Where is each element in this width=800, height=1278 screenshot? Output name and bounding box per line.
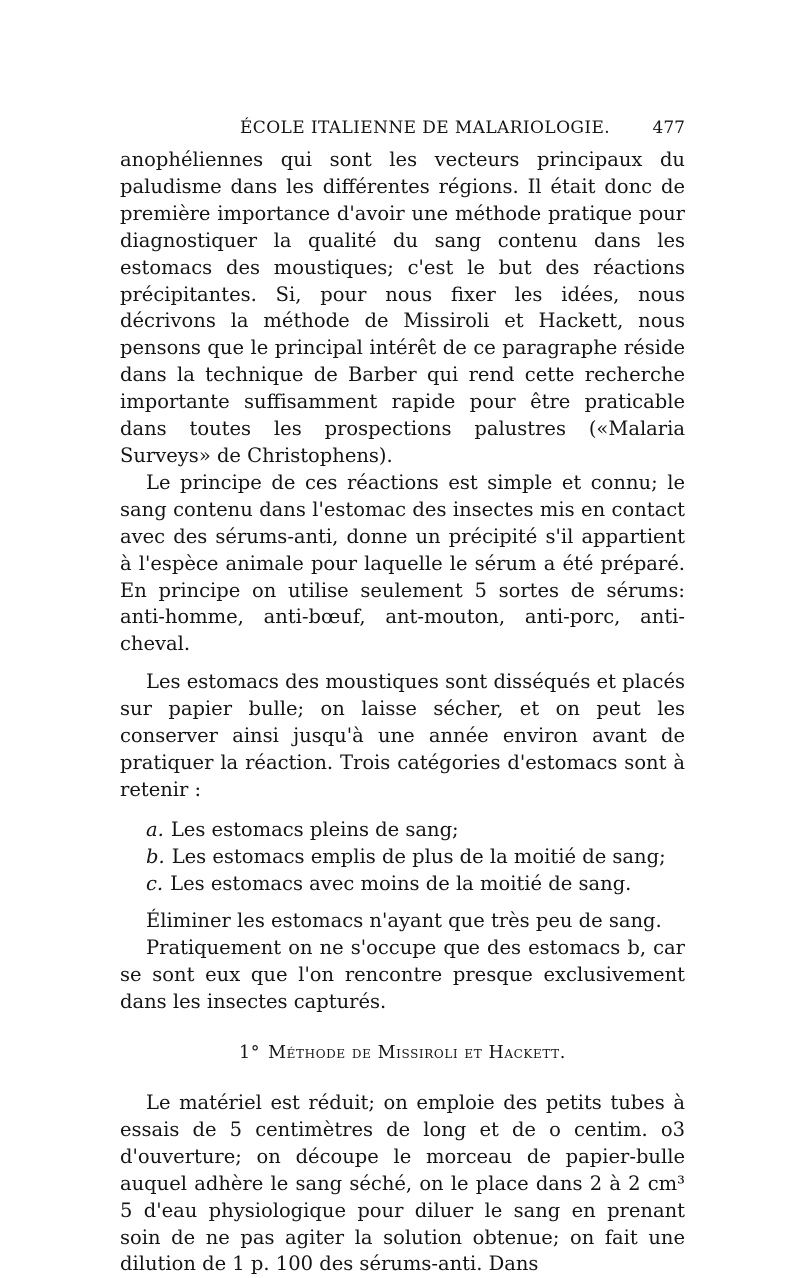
page-number: 477 [652,118,685,138]
running-title: ÉCOLE ITALIENNE DE MALARIOLOGIE. [240,118,611,138]
paragraph-material: Le matériel est réduit; on emploie des petits tubes à essais de 5 centimètres de long et de o centim. o3 d'ouverture; on découpe le morceau de papier-bulle auquel adhère le sang séché, on le place dans 2 à 2 cm³ 5 d'eau physiologique pour diluer le sang en prenant soin de ne pas agiter la solution obtenue; on fait une dilution de 1 p. 100 des sérums-anti. Dans [120,1091,685,1276]
body-text [120,147,685,1278]
paragraph-eliminate: Éliminer les estomacs n'ayant que très peu de sang. [146,909,662,933]
list-item [120,871,685,898]
list-item-text: Les estomacs avec moins de la moitié de sang. [170,871,632,895]
list-item-text: Les estomacs pleins de sang; [170,817,459,841]
running-header [120,118,685,142]
paragraph-practice: Pratiquement on ne s'occupe que des estomacs b, car se sont eux que l'on rencontre presque exclusivement dans les insectes capturés. [120,936,685,1014]
list-item [120,844,685,871]
section-heading [120,1040,685,1067]
list-item [120,817,685,844]
list-marker: c. [146,871,164,895]
paragraph-intro: anophéliennes qui sont les vecteurs principaux du paludisme dans les différentes régions. Il était donc de première importance d'avoir une méthode pratique pour diagnostiquer la qualité du sang contenu dans les estomacs des moustiques; c'est le but des réactions précipitantes. Si, pour nous fixer les idées, nous décrivons la méthode de Missiroli et Hackett, nous pensons que le principal intérêt de ce paragraphe réside dans la technique de Barber qui rend cette recherche importante suffisamment rapide pour être praticable dans toutes les prospections palustres («Malaria Surveys» de Christophens). [120,148,685,467]
list-marker: a. [146,817,164,841]
paragraph-stomachs: Les estomacs des moustiques sont disséqués et placés sur papier bulle; on laisse sécher, et on peut les conserver ainsi jusqu'à une année environ avant de pratiquer la réaction. Trois catégories d'estomacs sont à retenir : [120,670,685,801]
list-marker: b. [146,844,165,868]
list-item-text: Les estomacs emplis de plus de la moitié de sang; [171,844,666,868]
section-number: 1° [239,1043,261,1064]
section-title: Méthode de Missiroli et Hackett. [268,1043,566,1064]
paragraph-principle: Le principe de ces réactions est simple et connu; le sang contenu dans l'estomac des insectes mis en contact avec des sérums-anti, donne un précipité s'il appartient à l'espèce animale pour laquelle le sérum a été préparé. En principe on utilise seulement 5 sortes de sérums: anti-homme, anti-bœuf, ant-mouton, anti-porc, anti-cheval. [120,470,685,656]
